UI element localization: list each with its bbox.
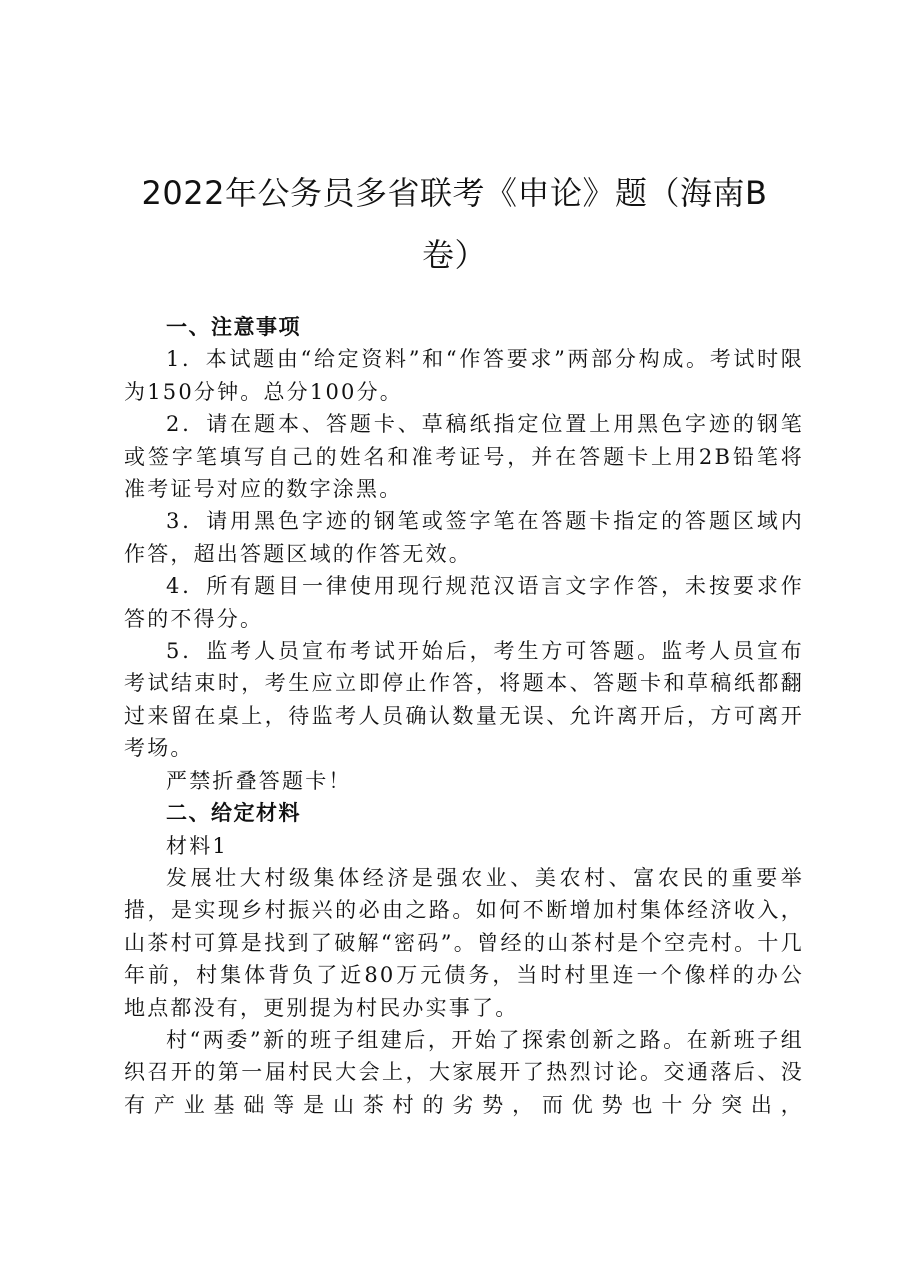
notice-item-5: 5．监考人员宣布考试开始后，考生方可答题。监考人员宣布考试结束时，考生应立即停止作答，将题本、答题卡和草稿纸都翻过来留在桌上，待监考人员确认数量无误、允许离开后，方可离开考场。 bbox=[124, 639, 804, 761]
title-line-2: 卷） bbox=[421, 236, 487, 274]
section-heading-notice: 一、注意事项 bbox=[166, 315, 301, 339]
material-1-paragraph-1: 发展壮大村级集体经济是强农业、美农村、富农民的重要举措，是实现乡村振兴的必由之路。如何不断增加村集体经济收入，山茶村可算是找到了破解“密码”。曾经的山茶村是个空壳村。十几年前，村集体背负了近80万元债务，当时村里连一个像样的办公地点都没有，更别提为村民办实事了。 bbox=[124, 865, 804, 1020]
document-body bbox=[124, 311, 804, 1121]
notice-item-1: 1．本试题由“给定资料”和“作答要求”两部分构成。考试时限为150分钟。总分100分。 bbox=[124, 347, 804, 404]
material-1-paragraph-2: 村“两委”新的班子组建后，开始了探索创新之路。在新班子组织召开的第一届村民大会上，大家展开了热烈讨论。交通落后、没有产业基础等是山茶村的劣势，而优势也十分突出， bbox=[124, 1027, 804, 1117]
material-1-label: 材料1 bbox=[166, 833, 228, 858]
notice-item-2: 2．请在题本、答题卡、草稿纸指定位置上用黑色字迹的钢笔或签字笔填写自己的姓名和准考证号，并在答题卡上用2B铅笔将准考证号对应的数字涂黑。 bbox=[124, 412, 804, 502]
section-heading-material: 二、给定材料 bbox=[166, 801, 301, 826]
notice-warning: 严禁折叠答题卡！ bbox=[166, 768, 352, 793]
notice-item-4: 4．所有题目一律使用现行规范汉语言文字作答，未按要求作答的不得分。 bbox=[124, 574, 804, 631]
document-title bbox=[0, 162, 909, 286]
notice-item-3: 3．请用黑色字迹的钢笔或签字笔在答题卡指定的答题区域内作答，超出答题区域的作答无效。 bbox=[124, 509, 804, 566]
title-line-1: 2022年公务员多省联考《申论》题（海南B bbox=[141, 174, 768, 212]
